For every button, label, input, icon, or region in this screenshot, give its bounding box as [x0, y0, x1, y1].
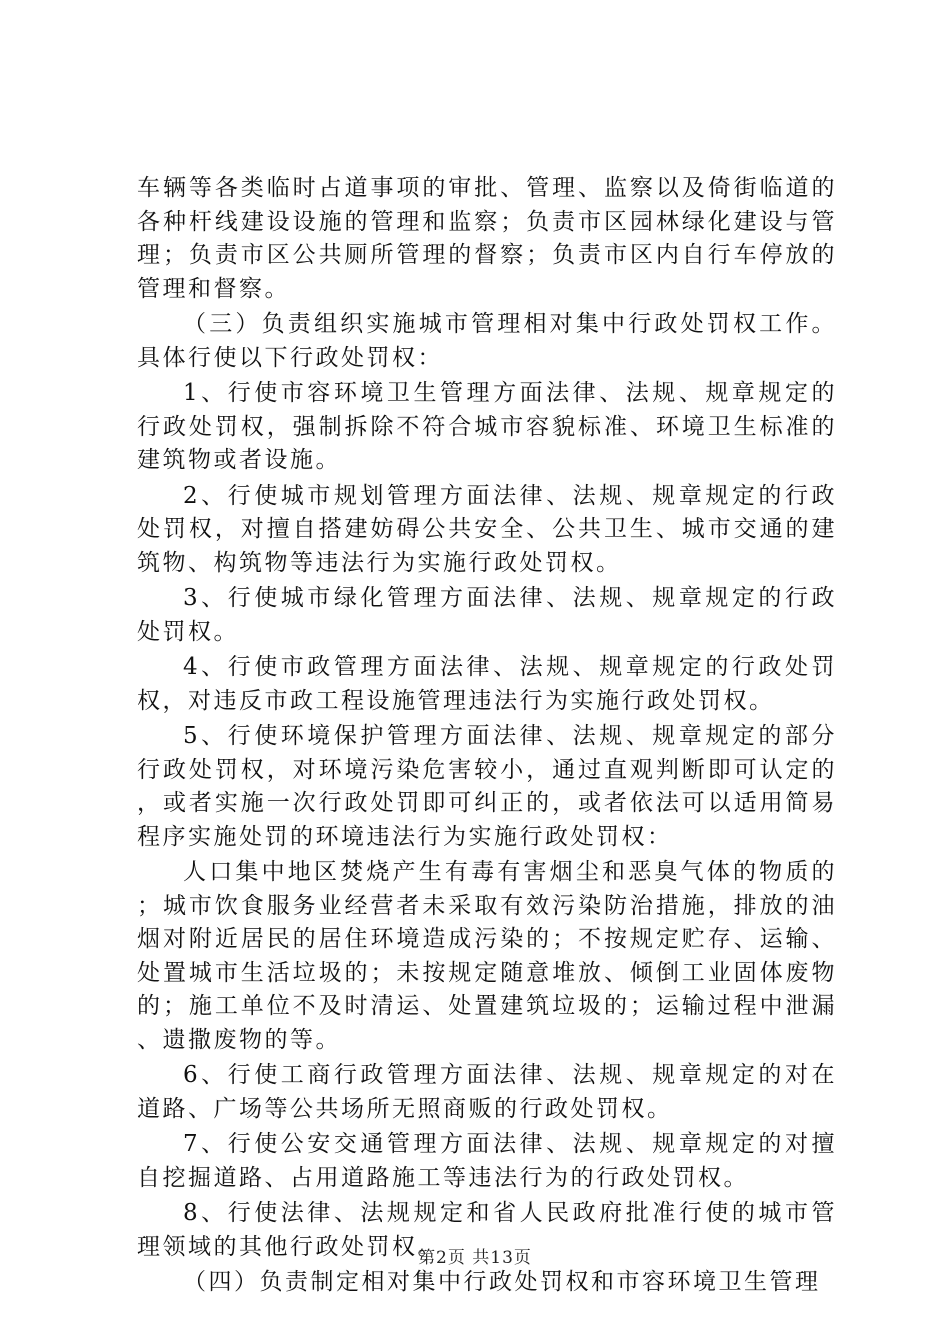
paragraph-item-7: 7、行使公安交通管理方面法律、法规、规章规定的对擅自挖掘道路、占用道路施工等违法行为的行政处罚权。: [137, 1131, 837, 1191]
paragraph-item-5-details: 人口集中地区焚烧产生有毒有害烟尘和恶臭气体的物质的；城市饮食服务业经营者未采取有效污染防治措施，排放的油烟对附近居民的居住环境造成污染的；不按规定贮存、运输、处置城市生活垃圾的；未按规定随意堆放、倾倒工业固体废物的；施工单位不及时清运、处置建筑垃圾的；运输过程中泄漏、遗撒废物的等。: [137, 859, 837, 1053]
paragraph-item-8: 8、行使法律、法规规定和省人民政府批准行使的城市管理领域的其他行政处罚权。: [137, 1200, 837, 1260]
paragraph-item-4: 4、行使市政管理方面法律、法规、规章规定的行政处罚权，对违反市政工程设施管理违法行为实施行政处罚权。: [137, 654, 837, 714]
paragraph-section-4: （四）负责制定相对集中行政处罚权和市容环境卫生管理: [183, 1269, 821, 1295]
page-footer: 第2页 共13页: [418, 1248, 532, 1268]
paragraph-item-6: 6、行使工商行政管理方面法律、法规、规章规定的对在道路、广场等公共场所无照商贩的行政处罚权。: [137, 1062, 837, 1122]
paragraph-item-3: 3、行使城市绿化管理方面法律、法规、规章规定的行政处罚权。: [137, 585, 837, 645]
document-body: [137, 172, 837, 1300]
paragraph-section-3: （三）负责组织实施城市管理相对集中行政处罚权工作。具体行使以下行政处罚权：: [137, 311, 837, 371]
paragraph-continuation: 车辆等各类临时占道事项的审批、管理、监察以及倚街临道的各种杆线建设设施的管理和监察；负责市区园林绿化建设与管理；负责市区公共厕所管理的督察；负责市区内自行车停放的管理和督察。: [137, 175, 837, 302]
paragraph-item-5: 5、行使环境保护管理方面法律、法规、规章规定的部分行政处罚权，对环境污染危害较小，通过直观判断即可认定的，或者实施一次行政处罚即可纠正的，或者依法可以适用简易程序实施处罚的环境违法行为实施行政处罚权：: [137, 723, 837, 850]
paragraph-item-1: 1、行使市容环境卫生管理方面法律、法规、规章规定的行政处罚权，强制拆除不符合城市容貌标准、环境卫生标准的建筑物或者设施。: [137, 380, 837, 473]
paragraph-item-2: 2、行使城市规划管理方面法律、法规、规章规定的行政处罚权，对擅自搭建妨碍公共安全、公共卫生、城市交通的建筑物、构筑物等违法行为实施行政处罚权。: [137, 482, 837, 576]
